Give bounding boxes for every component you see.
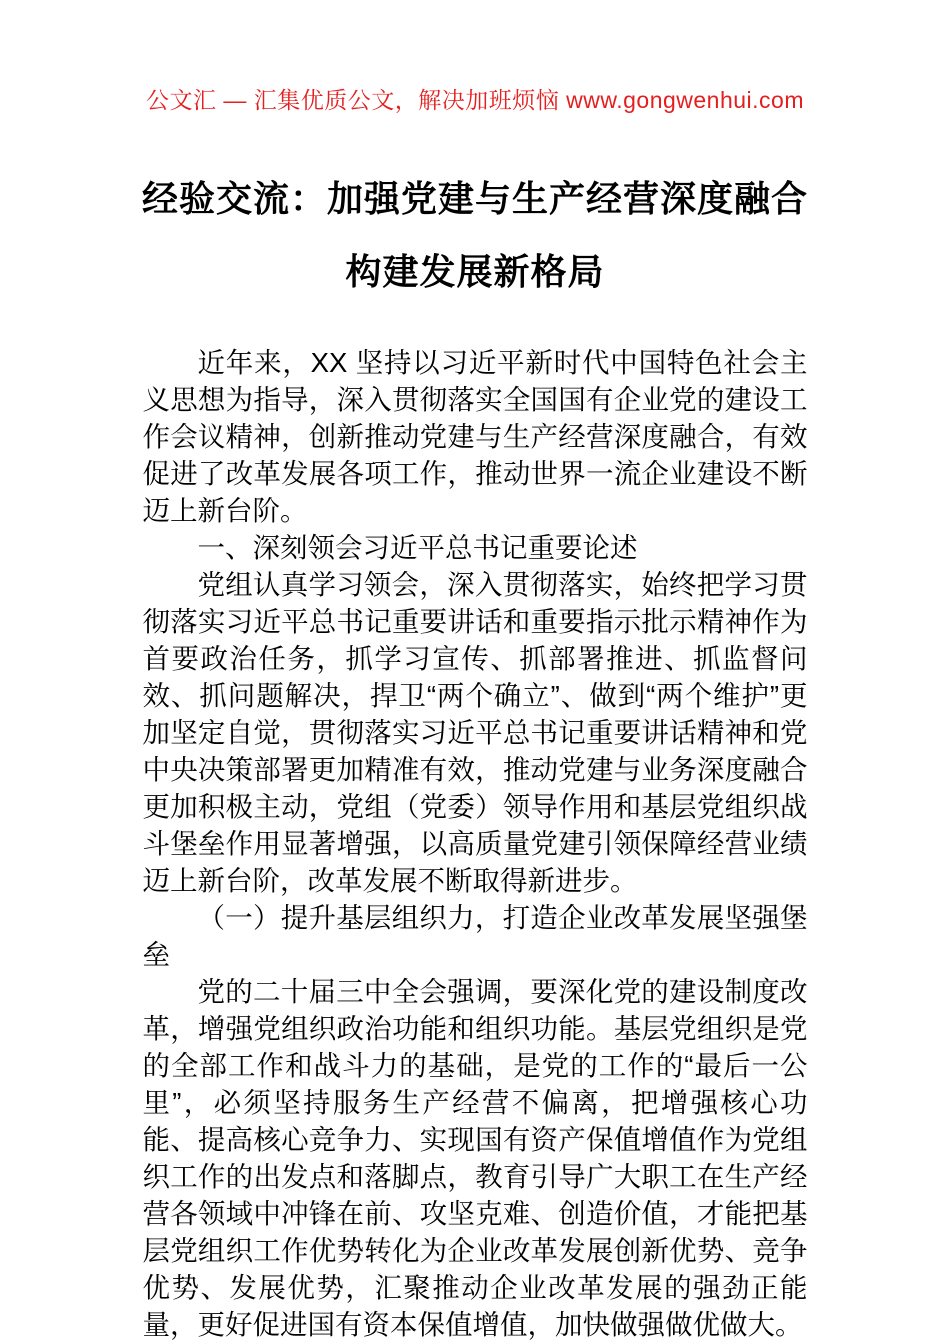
document-title (0, 178, 950, 292)
paragraph-section-1: 党组认真学习领会，深入贯彻落实，始终把学习贯彻落实习近平总书记重要讲话和重要指示批示精神作为首要政治任务，抓学习宣传、抓部署推进、抓监督问效、抓问题解决，捍卫“两个确立”、做到“两个维护”更加坚定自觉，贯彻落实习近平总书记重要讲话精神和党中央决策部署更加精准有效，推动党建与业务深度融合更加积极主动，党组（党委）领导作用和基层党组织战斗堡垒作用显著增强，以高质量党建引领保障经营业绩迈上新台阶，改革发展不断取得新进步。 (142, 569, 808, 896)
document-body (143, 344, 808, 1343)
document-title-line-2: 构建发展新格局 (345, 251, 605, 292)
paragraph-intro: 近年来，XX 坚持以习近平新时代中国特色社会主义思想为指导，深入贯彻落实全国国有企业党的建设工作会议精神，创新推动党建与生产经营深度融合，有效促进了改革发展各项工作，推动世界一流企业建设不断迈上新台阶。 (142, 347, 808, 526)
paragraph-subsection-1: 党的二十届三中全会强调，要深化党的建设制度改革，增强党组织政治功能和组织功能。基层党组织是党的全部工作和战斗力的基础，是党的工作的“最后一公里”，必须坚持服务生产经营不偏离，把增强核心功能、提高核心竞争力、实现国有资产保值增值作为党组织工作的出发点和落脚点，教育引导广大职工在生产经营各领域中冲锋在前、攻坚克难、创造价值，才能把基层党组织工作优势转化为企业改革发展创新优势、竞争优势、发展优势，汇聚推动企业改革发展的强劲正能量，更好促进国有资本保值增值，加快做强做优做大。 (142, 976, 808, 1340)
document-title-line-1: 经验交流：加强党建与生产经营深度融合 (141, 178, 808, 219)
heading-subsection-1: （一）提升基层组织力，打造企业改革发展坚强堡垒 (142, 902, 808, 970)
heading-section-1: 一、深刻领会习近平总书记重要论述 (197, 532, 638, 563)
brand-watermark-line: 公文汇 — 汇集优质公文，解决加班烦恼 www.gongwenhui.com (145, 87, 804, 113)
